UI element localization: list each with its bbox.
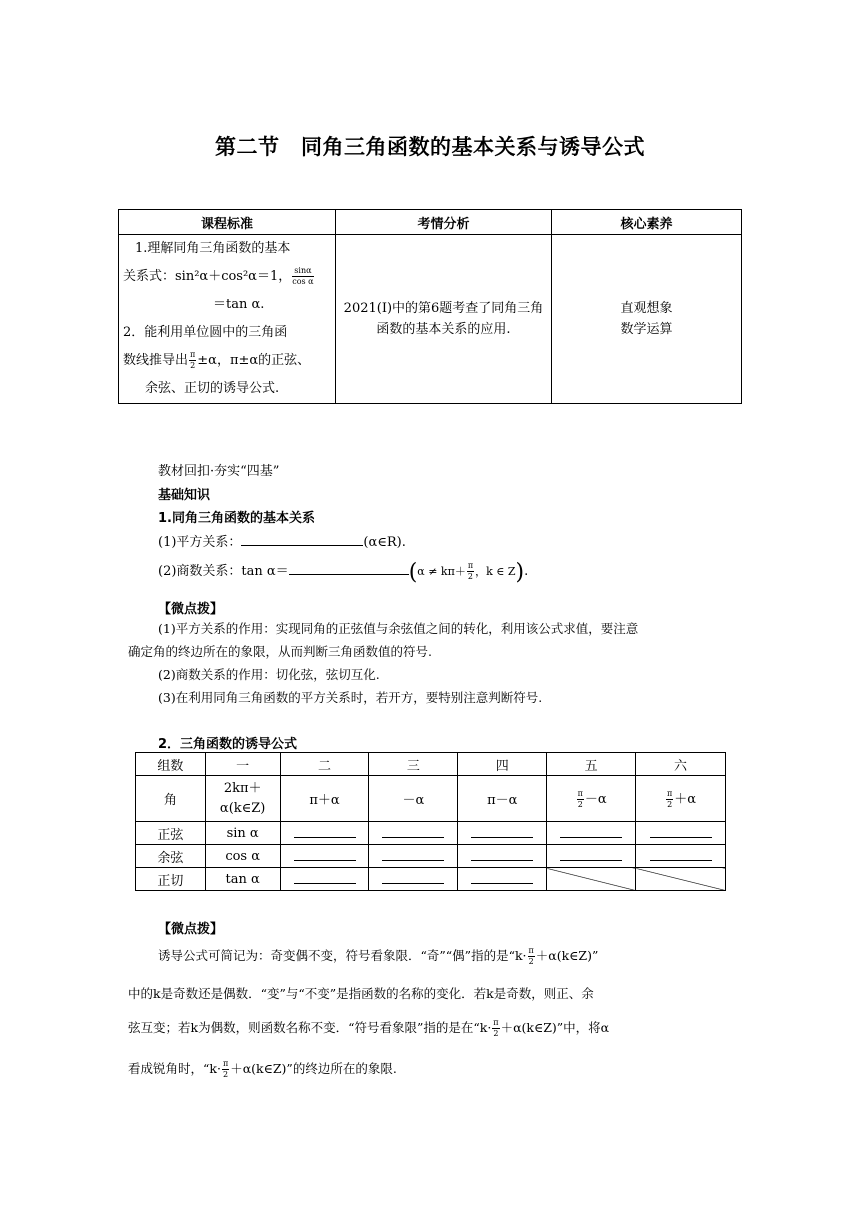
square-relation-domain: (α∈R). (363, 535, 406, 550)
tip2-line (128, 1018, 609, 1038)
answer-blank (471, 848, 533, 861)
fraction (467, 562, 474, 581)
close-paren-icon: ) (515, 560, 525, 585)
induction-formula-table (135, 752, 726, 891)
standard-line: ＝tan α. (213, 297, 265, 312)
group-cell: 三 (369, 753, 458, 776)
answer-blank (241, 534, 363, 546)
denominator: 2 (577, 800, 583, 809)
denominator: 2 (190, 361, 196, 370)
basic-knowledge-heading: 基础知识 (158, 488, 211, 503)
quotient-relation-label: (2)商数关系：tan α＝ (158, 564, 289, 579)
cosine-row (136, 845, 726, 868)
angle-label: 角 (136, 776, 206, 822)
answer-blank (382, 871, 444, 884)
angle-text: －α (584, 792, 607, 807)
answer-blank (382, 825, 444, 838)
row-label: 余弦 (136, 845, 206, 868)
section-heading: 教材回扣·夯实“四基” (158, 464, 280, 479)
numerator: π (190, 350, 196, 359)
answer-cell (369, 845, 458, 868)
tip2-text: ＋α(k∈Z)” (535, 948, 599, 963)
answer-cell (280, 845, 369, 868)
answer-blank (294, 825, 356, 838)
literacy-item: 直观想象 (620, 301, 673, 316)
standard-line: 1.理解同角三角函数的基本 (135, 241, 291, 256)
row-value: sin α (205, 822, 280, 845)
item1-title: 1.同角三角函数的基本关系 (158, 511, 315, 526)
tip1-body (128, 617, 740, 709)
answer-blank (650, 848, 712, 861)
fraction (222, 1060, 229, 1079)
group-cell: 五 (547, 753, 636, 776)
header-analysis: 考情分析 (336, 210, 552, 235)
numerator: π (528, 946, 534, 955)
answer-blank (294, 848, 356, 861)
numerator: π (577, 789, 583, 798)
fraction (492, 1019, 499, 1038)
answer-blank (471, 871, 533, 884)
fraction (189, 351, 196, 370)
square-relation (158, 531, 406, 550)
group-cell: 二 (280, 753, 369, 776)
standard-line (123, 347, 331, 375)
diagonal-cell (636, 868, 726, 891)
answer-blank (471, 825, 533, 838)
angle-text: ＋α (674, 792, 697, 807)
course-standards-table (118, 209, 742, 404)
answer-cell (636, 822, 726, 845)
diagonal-cell (547, 868, 636, 891)
group-label: 组数 (136, 753, 206, 776)
denominator: 2 (667, 800, 673, 809)
group-cell: 一 (205, 753, 280, 776)
group-row (136, 753, 726, 776)
answer-blank (560, 825, 622, 838)
condition-text: ，k ∈ Z (475, 565, 516, 578)
tip2-text: ＋α(k∈Z)”中，将α (500, 1020, 610, 1035)
sine-row (136, 822, 726, 845)
header-course-standard: 课程标准 (119, 210, 336, 235)
table-content-row (119, 235, 742, 404)
fraction (292, 267, 313, 286)
tip-line: (1)平方关系的作用：实现同角的正弦值与余弦值之间的转化，利用该公式求值，要注意 (158, 621, 639, 636)
formula-text: 关系式：sin²α＋cos²α＝1， (123, 269, 292, 284)
answer-cell (280, 822, 369, 845)
literacy-cell (552, 235, 742, 404)
numerator: π (493, 1018, 499, 1027)
answer-cell (547, 822, 636, 845)
answer-cell (636, 845, 726, 868)
open-paren-icon: ( (408, 560, 418, 585)
tip-line: (2)商数关系的作用：切化弦，弦切互化. (158, 667, 380, 682)
item2-title: 2．三角函数的诱导公式 (158, 737, 298, 752)
tip-line: 确定角的终边所在的象限，从而判断三角函数值的符号. (128, 644, 432, 659)
denominator: 2 (223, 1070, 229, 1079)
answer-cell (280, 868, 369, 891)
tip2-line (128, 1059, 397, 1079)
tip2-text: 诱导公式可简记为：奇变偶不变，符号看象限．“奇”“偶”指的是“k· (158, 948, 527, 963)
denominator: 2 (528, 957, 534, 966)
fraction (528, 947, 535, 966)
angle-cell: π－α (458, 776, 547, 822)
group-cell: 四 (458, 753, 547, 776)
header-literacy: 核心素养 (552, 210, 742, 235)
fraction (577, 790, 584, 809)
answer-blank (650, 825, 712, 838)
angle-text: α(k∈Z) (219, 800, 266, 816)
answer-blank (289, 563, 409, 575)
numerator: π (467, 561, 474, 570)
tip1-title: 【微点拨】 (158, 602, 224, 617)
quotient-relation: (2)商数关系：tan α＝ (α ≠ kπ＋ $\frac{\pi}{2}$ ，k ∈ Z). (158, 560, 529, 585)
answer-cell (458, 822, 547, 845)
standard-text: ±α，π±α的正弦、 (197, 353, 311, 368)
standard-text: 数线推导出 (123, 353, 189, 368)
standard-line: 2．能利用单位圆中的三角函 (123, 325, 288, 340)
fraction (666, 790, 673, 809)
answer-cell (369, 868, 458, 891)
row-value: tan α (205, 868, 280, 891)
tip-line: (3)在利用同角三角函数的平方关系时，若开方，要特别注意判断符号. (158, 690, 543, 705)
tip2-title: 【微点拨】 (158, 922, 224, 937)
row-value: cos α (205, 845, 280, 868)
angle-cell: －α (369, 776, 458, 822)
standard-line: 余弦、正切的诱导公式. (145, 381, 280, 396)
condition-text: α ≠ kπ＋ (417, 565, 466, 578)
denominator: cos α (292, 277, 314, 286)
answer-blank (560, 848, 622, 861)
tip2-text: ＋α(k∈Z)”的终边所在的象限. (230, 1061, 397, 1076)
row-label: 正弦 (136, 822, 206, 845)
page-title: 第二节 同角三角函数的基本关系与诱导公式 (215, 135, 645, 159)
answer-blank (294, 871, 356, 884)
numerator: π (667, 789, 673, 798)
answer-cell (369, 822, 458, 845)
denominator: 2 (467, 572, 473, 581)
square-relation-label: (1)平方关系： (158, 535, 242, 550)
numerator: sinα (292, 267, 313, 277)
tip2-text: 弦互变；若k为偶数，则函数名称不变．“符号看象限”指的是在“k· (128, 1020, 492, 1035)
answer-cell (458, 845, 547, 868)
tangent-row (136, 868, 726, 891)
angle-text: 2kπ＋ (223, 780, 262, 796)
numerator: π (222, 1059, 229, 1068)
denominator: 2 (493, 1029, 499, 1038)
angle-cell (205, 776, 280, 822)
course-standard-cell (119, 235, 336, 404)
table-header-row (119, 210, 742, 235)
tip2-line: 中的k是奇数还是偶数．“变”与“不变”是指函数的名称的变化．若k是奇数，则正、余 (128, 986, 594, 1001)
row-label: 正切 (136, 868, 206, 891)
literacy-item: 数学运算 (620, 322, 673, 337)
analysis-cell: 2021(Ⅰ)中的第6题考查了同角三角函数的基本关系的应用. (336, 235, 552, 404)
standard-line (123, 263, 331, 291)
answer-cell (547, 845, 636, 868)
angle-cell (636, 776, 726, 822)
group-cell: 六 (636, 753, 726, 776)
angle-cell: π＋α (280, 776, 369, 822)
answer-cell (458, 868, 547, 891)
tip2-line (158, 946, 598, 966)
angle-cell (547, 776, 636, 822)
tip2-text: 看成锐角时，“k· (128, 1061, 221, 1076)
answer-blank (382, 848, 444, 861)
angle-row (136, 776, 726, 822)
